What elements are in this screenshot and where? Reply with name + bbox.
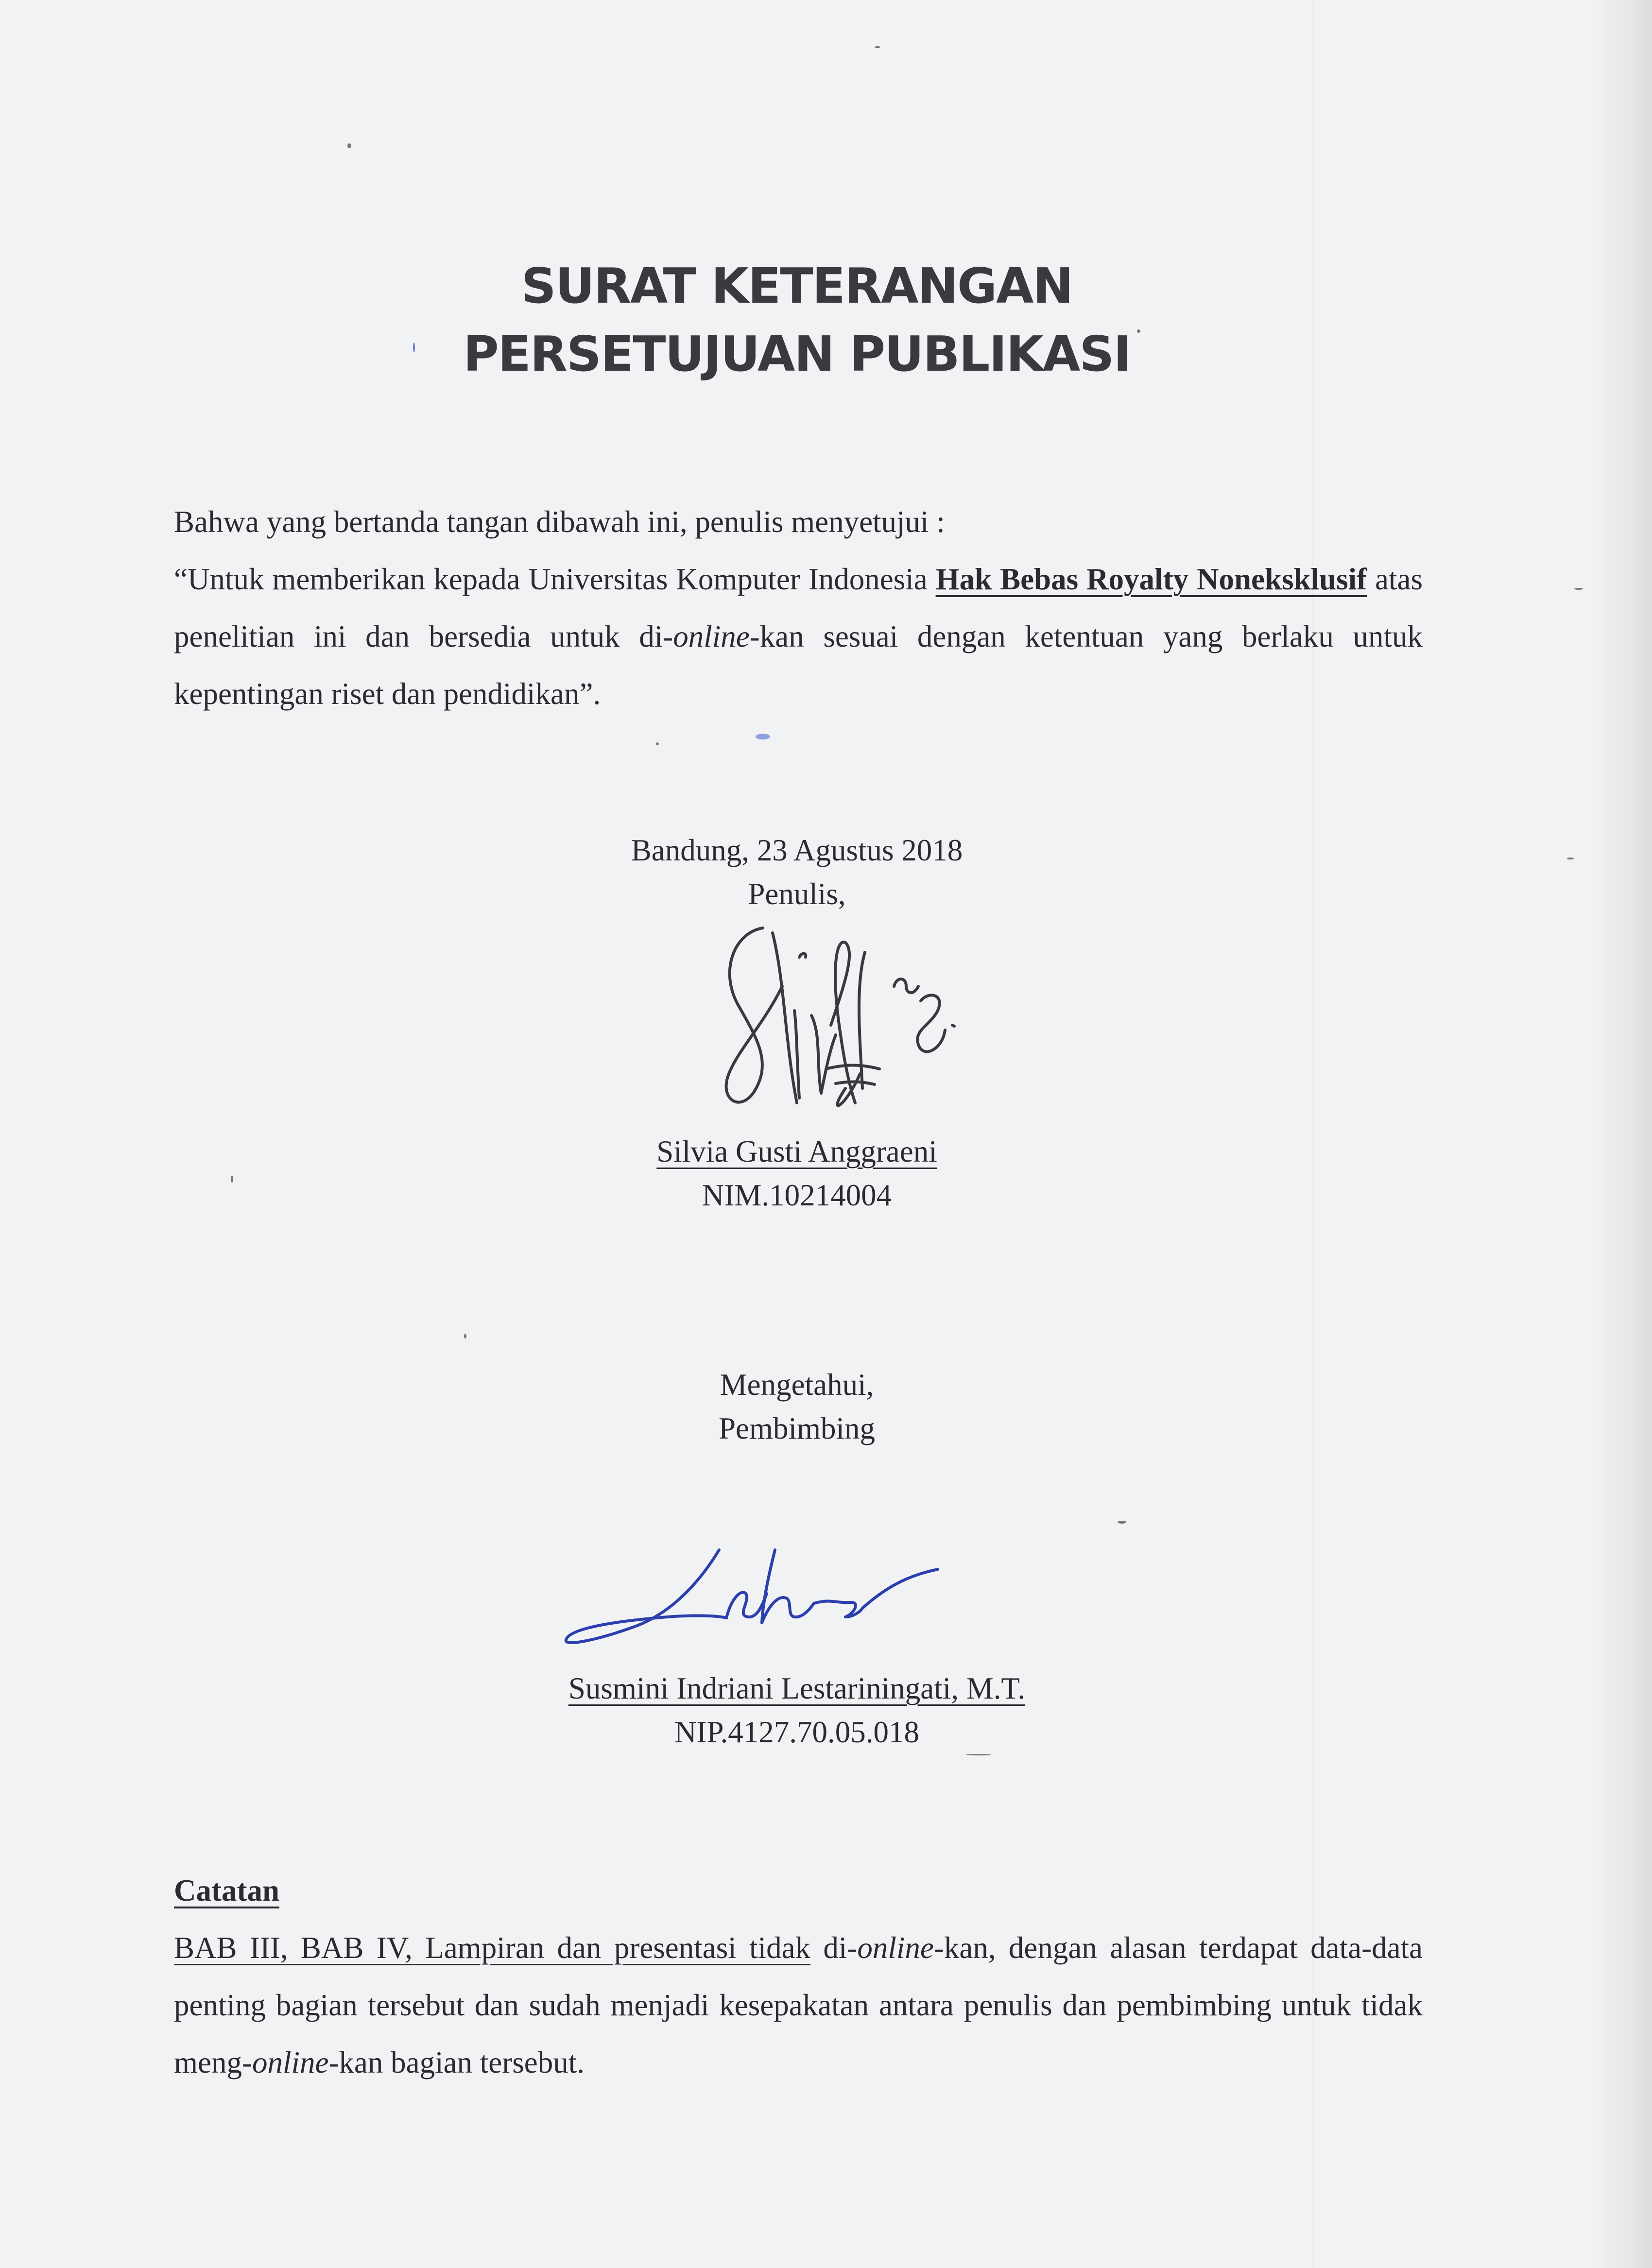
supervisor-name: Susmini Indriani Lestariningati, M.T. xyxy=(568,1671,1026,1705)
note-excluded-sections: BAB III, BAB IV, Lampiran dan presentasi tidak xyxy=(174,1931,811,1965)
statement-quote xyxy=(174,550,1423,722)
author-place-date-block xyxy=(0,828,1594,916)
author-nim: NIM.10214004 xyxy=(702,1178,892,1212)
note-text-1: di- xyxy=(810,1931,858,1965)
supervisor-signature-icon xyxy=(559,1530,947,1657)
note-paragraph xyxy=(174,1919,1423,2091)
author-identity-block xyxy=(0,1130,1594,1217)
supervisor-nip: NIP.4127.70.05.018 xyxy=(674,1715,920,1749)
scan-edge-shadow xyxy=(1594,0,1652,2268)
scan-speck xyxy=(756,734,770,739)
note-text-2: -kan, dengan alasan terdapat data-data penting bagian tersebut dan sudah menjadi kesepakatan antara penulis dan pembimbing untuk tidak meng- xyxy=(174,1931,1423,2079)
quote-online-word: online xyxy=(673,619,750,653)
quote-text-1: “Untuk memberikan kepada Universitas Komputer Indonesia xyxy=(174,562,936,596)
statement-paragraph xyxy=(174,493,1423,722)
quote-license-term: Hak Bebas Royalty Noneksklusif xyxy=(935,562,1367,596)
document-title-line1: SURAT KETERANGAN xyxy=(521,258,1073,314)
scan-speck xyxy=(1574,588,1583,590)
quote-text-2: atas penelitian ini dan bersedia untuk di- xyxy=(174,562,1423,653)
scan-speck xyxy=(464,1334,466,1339)
scan-speck xyxy=(1118,1521,1126,1524)
author-role: Penulis, xyxy=(748,877,846,911)
note-heading: Catatan xyxy=(174,1873,279,1907)
supervisor-acknowledge-block xyxy=(0,1363,1594,1450)
author-signature-icon xyxy=(700,913,962,1117)
supervisor-identity-block xyxy=(0,1667,1594,1754)
scan-speck xyxy=(966,1754,991,1755)
note-online-word-2: online xyxy=(252,2045,329,2079)
scan-speck xyxy=(656,742,659,745)
place-date: Bandung, 23 Agustus 2018 xyxy=(631,833,963,867)
quote-text-3: -kan sesuai dengan ketentuan yang berlaku untuk kepentingan riset dan pendidikan”. xyxy=(174,619,1423,711)
author-name: Silvia Gusti Anggraeni xyxy=(656,1134,937,1168)
scan-speck xyxy=(347,143,351,148)
statement-intro: Bahwa yang bertanda tangan dibawah ini, penulis menyetujui : xyxy=(174,505,945,539)
document-title-line2: PERSETUJUAN PUBLIKASI xyxy=(463,326,1131,382)
acknowledge-label: Mengetahui, xyxy=(720,1368,874,1402)
note-text-3: -kan bagian tersebut. xyxy=(328,2045,585,2079)
scan-speck xyxy=(875,46,880,48)
supervisor-role: Pembimbing xyxy=(718,1411,875,1445)
note-online-word-1: online xyxy=(857,1931,934,1965)
